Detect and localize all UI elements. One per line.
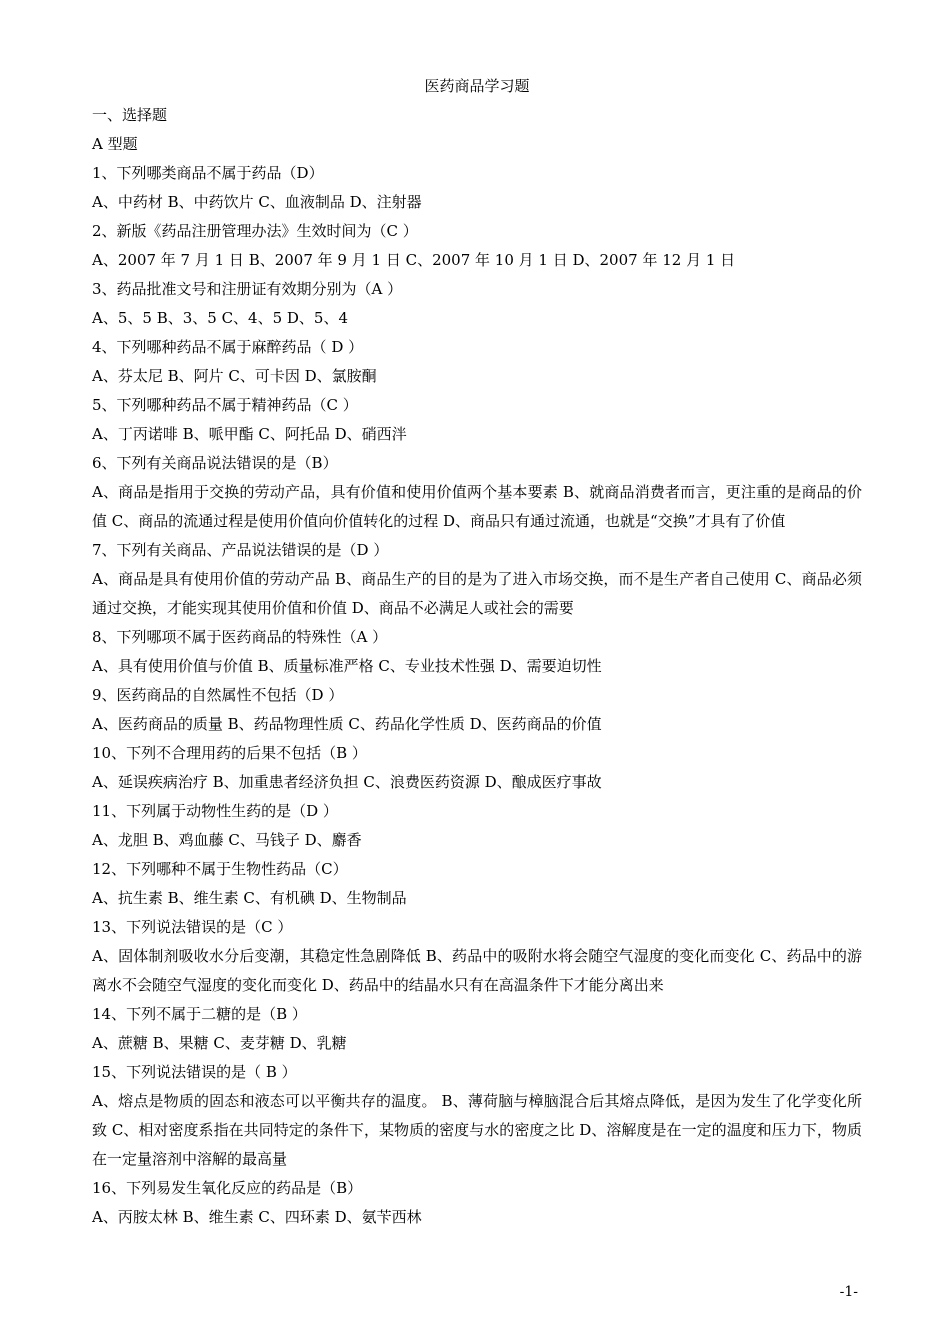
answer-options-1: A、中药材 B、中药饮片 C、血液制品 D、注射器 — [92, 193, 422, 211]
answer-options-12: A、抗生素 B、维生素 C、有机碘 D、生物制品 — [92, 889, 407, 907]
answer-options-3: A、5、5 B、3、5 C、4、5 D、5、4 — [92, 309, 349, 327]
question-16: 16、下列易发生氧化反应的药品是（B） — [92, 1179, 363, 1197]
answer-options-14: A、蔗糖 B、果糖 C、麦芽糖 D、乳糖 — [92, 1034, 347, 1052]
answer-options-2: A、2007 年 7 月 1 日 B、2007 年 9 月 1 日 C、2007 年 10 月 1 日 D、2007 年 12 月 1 日 — [92, 251, 736, 269]
question-13: 13、下列说法错误的是（C ） — [92, 918, 293, 936]
question-6: 6、下列有关商品说法错误的是（B） — [92, 454, 338, 472]
question-3: 3、药品批准文号和注册证有效期分别为（A ） — [92, 280, 403, 298]
question-7: 7、下列有关商品、产品说法错误的是（D ） — [92, 541, 389, 559]
question-15: 15、下列说法错误的是（ B ） — [92, 1063, 297, 1081]
answer-options-11: A、龙胆 B、鸡血藤 C、马钱子 D、麝香 — [92, 831, 362, 849]
document-page — [92, 72, 862, 1232]
answer-options-8: A、具有使用价值与价值 B、质量标准严格 C、专业技术性强 D、需要迫切性 — [92, 657, 602, 675]
answer-options-6: A、商品是指用于交换的劳动产品，具有价值和使用价值两个基本要素 B、就商品消费者而言，更注重的是商品的价值 C、商品的流通过程是使用价值向价值转化的过程 D、商品只有通过流通，也就是“交换”才具有了价值 — [92, 483, 862, 530]
question-10: 10、下列不合理用药的后果不包括（B ） — [92, 744, 367, 762]
question-2: 2、新版《药品注册管理办法》生效时间为（C ） — [92, 222, 418, 240]
page-number: -1- — [839, 1284, 858, 1300]
question-4: 4、下列哪种药品不属于麻醉药品（ D ） — [92, 338, 364, 356]
question-1: 1、下列哪类商品不属于药品（D） — [92, 164, 324, 182]
subsection-heading: A 型题 — [92, 135, 138, 153]
question-14: 14、下列不属于二糖的是（B ） — [92, 1005, 307, 1023]
question-5: 5、下列哪种药品不属于精神药品（C ） — [92, 396, 358, 414]
answer-options-15: A、熔点是物质的固态和液态可以平衡共存的温度。 B、薄荷脑与樟脑混合后其熔点降低，是因为发生了化学变化所致 C、相对密度系指在共同特定的条件下，某物质的密度与水的密度之比 D、溶解度是在一定的温度和压力下，物质在一定量溶剂中溶解的最高量 — [92, 1092, 862, 1168]
answer-options-5: A、丁丙诺啡 B、哌甲酯 C、阿托品 D、硝西泮 — [92, 425, 407, 443]
question-9: 9、医药商品的自然属性不包括（D ） — [92, 686, 344, 704]
answer-options-10: A、延误疾病治疗 B、加重患者经济负担 C、浪费医药资源 D、酿成医疗事故 — [92, 773, 602, 791]
answer-options-9: A、医药商品的质量 B、药品物理性质 C、药品化学性质 D、医药商品的价值 — [92, 715, 602, 733]
section-heading: 一、选择题 — [92, 106, 168, 124]
answer-options-13: A、固体制剂吸收水分后变潮，其稳定性急剧降低 B、药品中的吸附水将会随空气湿度的变化而变化 C、药品中的游离水不会随空气湿度的变化而变化 D、药品中的结晶水只有在高温条件下才能分离出来 — [92, 947, 862, 994]
question-12: 12、下列哪种不属于生物性药品（C） — [92, 860, 348, 878]
question-8: 8、下列哪项不属于医药商品的特殊性（A ） — [92, 628, 388, 646]
document-title: 医药商品学习题 — [424, 77, 530, 95]
answer-options-16: A、丙胺太林 B、维生素 C、四环素 D、氨苄西林 — [92, 1208, 422, 1226]
answer-options-7: A、商品是具有使用价值的劳动产品 B、商品生产的目的是为了进入市场交换，而不是生产者自己使用 C、商品必须通过交换，才能实现其使用价值和价值 D、商品不必满足人或社会的需要 — [92, 570, 862, 617]
answer-options-4: A、芬太尼 B、阿片 C、可卡因 D、氯胺酮 — [92, 367, 377, 385]
question-11: 11、下列属于动物性生药的是（D ） — [92, 802, 338, 820]
